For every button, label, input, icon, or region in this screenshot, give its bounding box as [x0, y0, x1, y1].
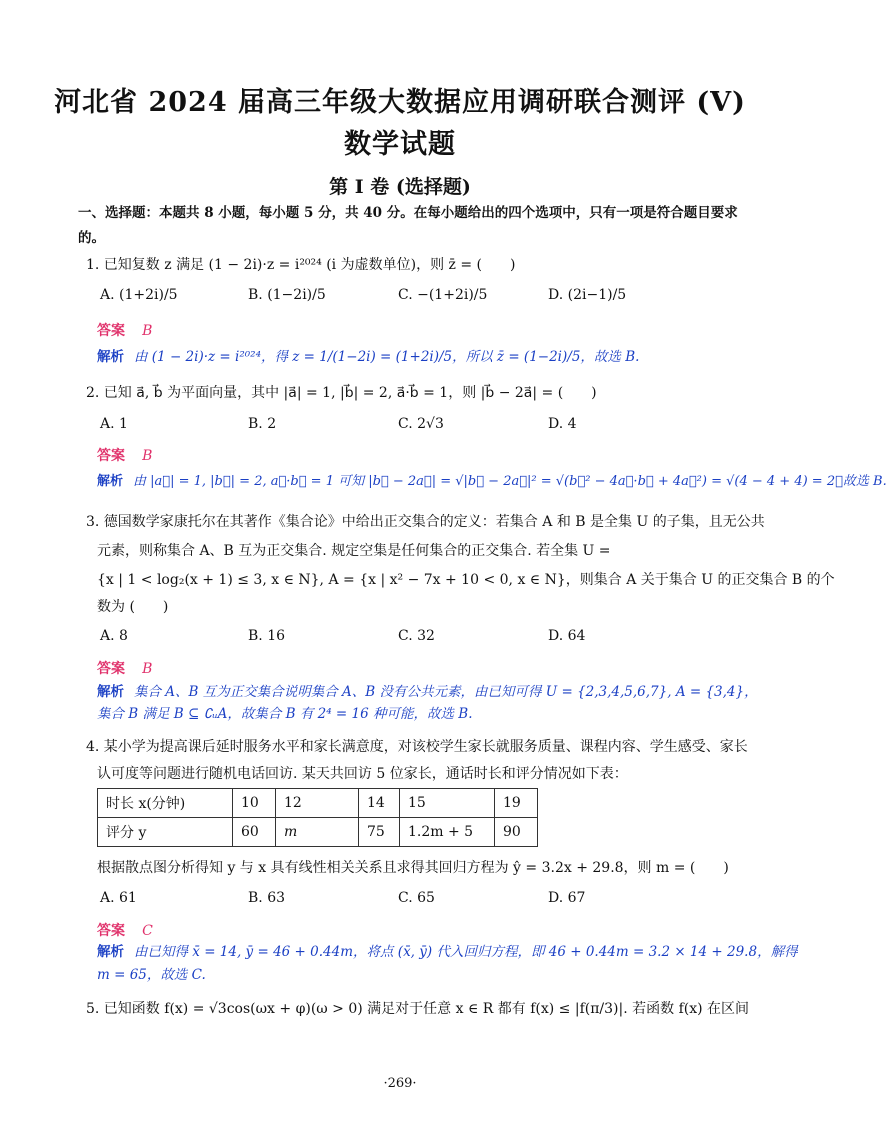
question-stem: 根据散点图分析得知 y 与 x 具有线性相关关系且求得其回归方程为 ŷ = 3.2x + 29.8，则 m = ( )	[97, 860, 729, 876]
option-a: A. 61	[100, 890, 137, 906]
answer-row	[97, 920, 153, 940]
question-stem: 4. 某小学为提高课后延时服务水平和家长满意度，对该校学生家长就服务质量、课程内容、学生感受、家长	[86, 739, 748, 755]
solution	[97, 347, 639, 367]
page-number: ·269·	[383, 1076, 417, 1091]
intro-line: 的。	[78, 230, 105, 246]
solution-label: 解析	[97, 349, 124, 365]
option-c: C. 32	[398, 628, 435, 644]
solution	[97, 472, 887, 492]
solution-text: 集合 A、B 互为正交集合说明集合 A、B 没有公共元素，由已知可得 U = {2,3,4,5,6,7}, A = {3,4}，	[134, 684, 758, 700]
solution-text: m = 65，故选 C.	[97, 967, 206, 983]
question-stem: 5. 已知函数 f(x) = √3cos(ωx + φ)(ω > 0) 满足对于任意 x ∈ R 都有 f(x) ≤ |f(π/3)|. 若函数 f(x) 在区间	[86, 1001, 750, 1017]
option-c: C. −(1+2i)/5	[398, 287, 488, 303]
option-a: A. 8	[100, 628, 128, 644]
option-b: B. 16	[248, 628, 286, 644]
table-cell: 15	[400, 789, 495, 818]
question-stem: 3. 德国数学家康托尔在其著作《集合论》中给出正交集合的定义：若集合 A 和 B 是全集 U 的子集，且无公共	[86, 514, 765, 530]
answer-value: B	[142, 661, 153, 677]
question-stem: 元素，则称集合 A、B 互为正交集合. 规定空集是任何集合的正交集合. 若全集 U =	[97, 543, 611, 559]
data-table	[97, 788, 538, 847]
option-a: A. (1+2i)/5	[100, 287, 178, 303]
solution-text: 由已知得 x̄ = 14, ȳ = 46 + 0.44m，将点 (x̄, ȳ) 代入回归方程，即 46 + 0.44m = 3.2 × 14 + 29.8，解得	[134, 944, 798, 960]
table-row	[98, 818, 538, 847]
table-cell: 10	[233, 789, 276, 818]
question-stem: 1. 已知复数 z 满足 (1 − 2i)·z = i²⁰²⁴ (i 为虚数单位)，则 z̄ = ( )	[86, 257, 516, 273]
table-cell: 60	[233, 818, 276, 847]
table-cell: 12	[276, 789, 359, 818]
solution-label: 解析	[97, 944, 124, 960]
solution	[97, 682, 758, 702]
option-d: D. (2i−1)/5	[548, 287, 627, 303]
option-b: B. 63	[248, 890, 286, 906]
option-c: C. 2√3	[398, 416, 444, 432]
question-stem: {x | 1 < log₂(x + 1) ≤ 3, x ∈ N}, A = {x | x² − 7x + 10 < 0, x ∈ N}，则集合 A 关于集合 U 的正交集合 B 的个	[97, 572, 835, 588]
option-c: C. 65	[398, 890, 435, 906]
table-cell: 14	[359, 789, 400, 818]
answer-value: B	[142, 323, 153, 339]
answer-value: B	[142, 448, 153, 464]
solution-text: 集合 B 满足 B ⊆ ∁ᵤA，故集合 B 有 2⁴ = 16 种可能，故选 B.	[97, 706, 473, 722]
table-cell: 75	[359, 818, 400, 847]
table-cell: 评分 y	[98, 818, 233, 847]
answer-value: C	[142, 923, 153, 939]
section-heading: 第 I 卷 (选择题)	[329, 176, 471, 198]
question-stem: 2. 已知 a⃗, b⃗ 为平面向量，其中 |a⃗| = 1, |b⃗| = 2, a⃗·b⃗ = 1，则 |b⃗ − 2a⃗| = ( )	[86, 385, 597, 401]
paper-title: 河北省 2024 届高三年级大数据应用调研联合测评 (V)	[54, 87, 746, 118]
solution-label: 解析	[97, 474, 124, 489]
intro-line: 一、选择题：本题共 8 小题，每小题 5 分，共 40 分。在每小题给出的四个选项中，只有一项是符合题目要求	[78, 205, 738, 221]
option-d: D. 4	[548, 416, 577, 432]
answer-label: 答案	[97, 323, 125, 339]
solution	[97, 942, 798, 962]
answer-row	[97, 445, 152, 465]
table-cell: m	[276, 818, 359, 847]
table-cell: 时长 x(分钟)	[98, 789, 233, 818]
option-a: A. 1	[100, 416, 128, 432]
solution-text: 由 |a⃗| = 1, |b⃗| = 2, a⃗·b⃗ = 1 可知 |b⃗ − 2a⃗| = √|b⃗ − 2a⃗|² = √(b⃗² − 4a⃗·b⃗ + 4a⃗²) = √(4 − 4 + 4) = 2，故选 B.	[133, 474, 887, 489]
table-cell: 1.2m + 5	[400, 818, 495, 847]
option-b: B. (1−2i)/5	[248, 287, 326, 303]
question-stem: 数为 ( )	[97, 599, 169, 615]
question-stem: 认可度等问题进行随机电话回访. 某天共回访 5 位家长，通话时长和评分情况如下表：	[97, 766, 628, 782]
paper-subtitle: 数学试题	[344, 129, 456, 160]
option-d: D. 67	[548, 890, 586, 906]
option-b: B. 2	[248, 416, 277, 432]
answer-row	[97, 658, 152, 678]
answer-label: 答案	[97, 923, 125, 939]
solution-label: 解析	[97, 684, 124, 700]
answer-row	[97, 320, 152, 340]
answer-label: 答案	[97, 448, 125, 464]
table-cell: 90	[495, 818, 538, 847]
table-cell: 19	[495, 789, 538, 818]
answer-label: 答案	[97, 661, 125, 677]
solution-text: 由 (1 − 2i)·z = i²⁰²⁴，得 z = 1/(1−2i) = (1+2i)/5，所以 z̄ = (1−2i)/5，故选 B.	[134, 349, 640, 365]
option-d: D. 64	[548, 628, 586, 644]
table-row	[98, 789, 538, 818]
